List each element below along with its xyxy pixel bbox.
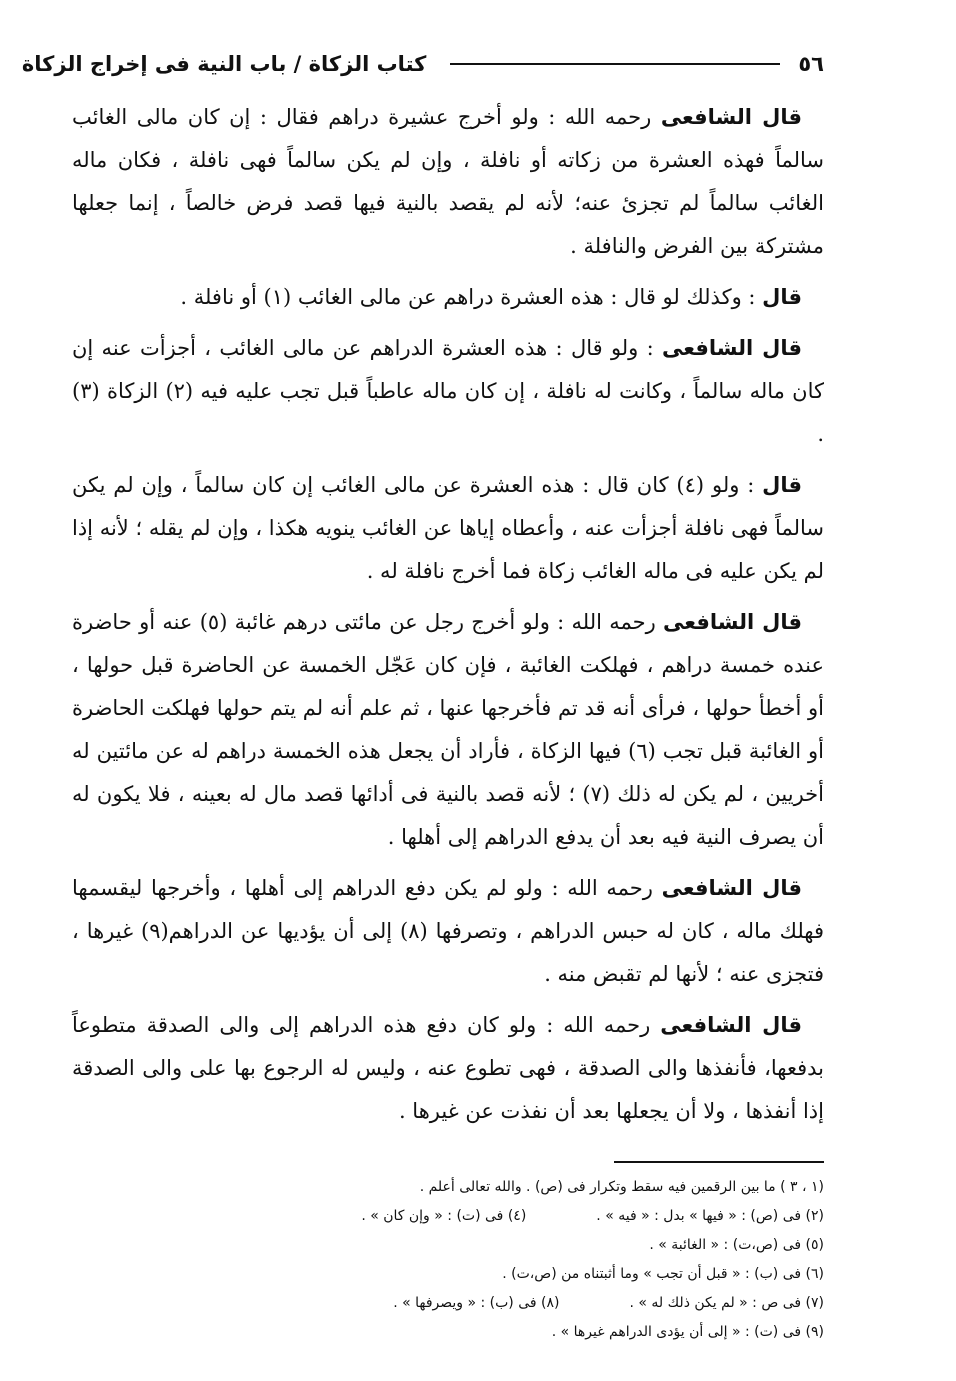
footnotes bbox=[72, 1173, 824, 1347]
page-number: ٥٦ bbox=[798, 52, 824, 76]
footnote-text: (٧) فى ص : « لم يكن ذلك له » . bbox=[629, 1295, 824, 1311]
paragraph-text: رحمه الله : ولو أخرج رجل عن مائتى درهم غائبة (٥) عنه أو حاضرة عنده خمسة دراهم ، فهلكت الغائبة ، فإن كان عَجّل الخمسة عن الحاضرة قبل حولها ، أو أخطأ حولها ، فرأى أنه قد تم فأخرجها عنها ، ثم علم أنه لم يتم حولها فهلكت الحاضرة أو الغائبة قبل تجب (٦) فيها الزكاة ، فأراد أن يجعل هذه الخمسة دراهم له عن مائتين له أخريين ، لم يكن له ذلك (٧) ؛ لأنه قصد بالنية فى أدائها قصد مال له بعينه ، فلا يكون له أن يصرف النية فيه بعد أن يدفع الدراهم إلى أهلها . bbox=[72, 610, 825, 849]
paragraph-6 bbox=[72, 867, 824, 996]
paragraph-lead: قال الشافعى bbox=[662, 336, 802, 360]
paragraph-7 bbox=[72, 1004, 824, 1133]
paragraph-1 bbox=[72, 96, 824, 268]
main-text bbox=[72, 96, 824, 1133]
paragraph-lead: قال bbox=[762, 285, 802, 309]
paragraph-2 bbox=[72, 276, 824, 319]
footnote-rule bbox=[614, 1161, 824, 1163]
footnote bbox=[72, 1260, 824, 1289]
footnote-text: (٤) فى (ت) : « وإن كان » . bbox=[361, 1208, 527, 1224]
paragraph-3 bbox=[72, 327, 824, 456]
paragraph-text: : وكذلك لو قال : هذه العشرة دراهم عن مالى الغائب (١) أو نافلة . bbox=[180, 285, 763, 309]
running-title: كتاب الزكاة / باب النية فى إخراج الزكاة bbox=[21, 52, 427, 76]
footnote-text: (٨) فى (ب) : « ويصرفها » . bbox=[393, 1295, 560, 1311]
running-header bbox=[21, 42, 824, 86]
footnote bbox=[72, 1202, 824, 1231]
footnote-text: (٥) فى (ص،ت) : « الغائبة » . bbox=[649, 1237, 824, 1253]
footnote-text: (١ ، ٣ ) ما بين الرقمين فيه سقط وتكرار فى (ص) . والله تعالى أعلم . bbox=[419, 1179, 824, 1195]
footnote bbox=[72, 1289, 824, 1318]
paragraph-lead: قال bbox=[762, 473, 802, 497]
header-rule bbox=[450, 63, 780, 65]
footnote-text: (٦) فى (ب) : « قبل أن تجب » وما أثبتناه من (ص،ت) . bbox=[502, 1266, 824, 1282]
footnote-text: (٩) فى (ت) : « إلى أن يؤدى الدراهم غيرها » . bbox=[551, 1324, 824, 1340]
footnote bbox=[72, 1318, 824, 1347]
paragraph-lead: قال الشافعى bbox=[660, 105, 803, 129]
paragraph-lead: قال الشافعى bbox=[660, 1013, 802, 1037]
paragraph-5 bbox=[72, 601, 824, 859]
paragraph-text: رحمه الله : ولو لم يكن دفع الدراهم إلى أهلها ، وأخرجها ليقسمها فهلك ماله ، كان له حبس الدراهم ، وتصرفها (٨) إلى أن يؤديها عن الدراهم(٩) غيرها ، فتجزى عنه ؛ لأنها لم تقبض منه . bbox=[72, 876, 825, 986]
paragraph-lead: قال الشافعى bbox=[663, 610, 803, 634]
paragraph-text: : ولو (٤) كان قال : هذه العشرة عن مالى الغائب إن كان سالماً ، وإن لم يكن سالماً فهى نافلة أجزأت عنه ، وأعطاه إياها عن الغائب ينويه هكذا ، وإن لم يقله ؛ لأنه إذا لم يكن عليه فى ماله الغائب زكاة فما أخرج نافلة له . bbox=[72, 473, 824, 583]
footnote-text: (٢) فى (ص) : « فيها » بدل : « فيه » . bbox=[596, 1208, 824, 1224]
paragraph-text: رحمه الله : ولو أخرج عشيرة دراهم فقال : إن كان مالى الغائب سالماً فهذه العشرة من زكاته أو نافلة ، وإن لم يكن سالماً فهى نافلة ، فكان ماله الغائب سالماً لم تجزئ عنه؛ لأنه لم يقصد بالنية فيها قصد فرض خالصاً ، إنما جعلها مشتركة بين الفرض والنافلة . bbox=[72, 105, 824, 258]
paragraph-lead: قال الشافعى bbox=[661, 876, 802, 900]
paragraph-text: : ولو قال : هذه العشرة الدراهم عن مالى الغائب ، أجزأت عنه إن كان ماله سالماً ، وكانت له نافلة ، إن كان ماله عاطباً قبل تجب عليه فيه (٢) الزكاة (٣) . bbox=[72, 336, 824, 446]
footnote bbox=[72, 1173, 824, 1202]
paragraph-text: رحمه الله : ولو كان دفع هذه الدراهم إلى والى الصدقة متطوعاً بدفعها، فأنفذها والى الصدقة ، فهى تطوع عنه ، وليس له الرجوع بها على والى الصدقة إذا أنفذها ، ولا أن يجعلها بعد أن نفذت عن غيرها . bbox=[72, 1013, 824, 1123]
paragraph-4 bbox=[72, 464, 824, 593]
footnote bbox=[72, 1231, 824, 1260]
